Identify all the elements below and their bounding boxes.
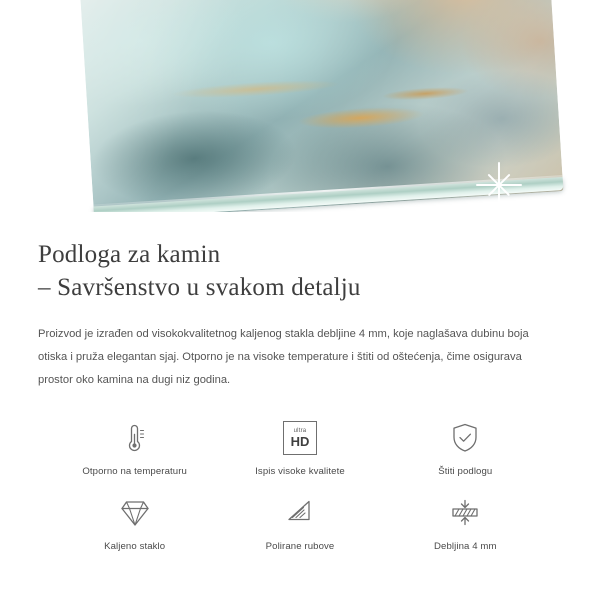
feature-item [383,416,548,477]
feature-label: Štiti podlogu [438,465,493,477]
diamond-icon [114,491,156,535]
shield-check-icon [444,416,486,460]
feature-item [383,491,548,552]
feature-item [52,491,217,552]
feature-item [217,491,382,552]
feature-label: Ispis visoke kvalitete [255,465,345,477]
thermometer-icon [115,416,155,460]
feature-grid [38,416,562,552]
feature-label: Kaljeno staklo [104,540,166,552]
product-description: Proizvod je izrađen od visokokvalitetnog kaljenog stakla debljine 4 mm, koje naglašava dubinu boja otiska i pruža elegantan sjaj. Otporno je na visoke temperature i štiti od oštećenja, čime osigurava prostor oko kamina na dugi niz godina. [38,328,529,386]
ultra-hd-top-text: ultra [293,427,307,434]
feature-label: Polirane rubove [265,540,335,552]
headline-line-1: Podloga za kamin [38,241,221,268]
feature-item [217,416,382,477]
page-title [38,238,562,304]
feature-item [52,416,217,477]
headline-line-2: – Savršenstvo u svakom detalju [38,274,361,301]
marble-glass-panel-image [0,0,600,212]
feature-label: Debljina 4 mm [434,540,497,552]
ultra-hd-badge-icon [283,416,317,460]
polished-edges-icon [279,491,321,535]
feature-label: Otporno na temperaturu [82,465,187,477]
hero-image-area [0,0,600,212]
text-content [0,212,600,552]
ultra-hd-bottom-text: HD [290,433,310,449]
thickness-arrows-icon [444,491,486,535]
glass-panel [79,0,564,212]
